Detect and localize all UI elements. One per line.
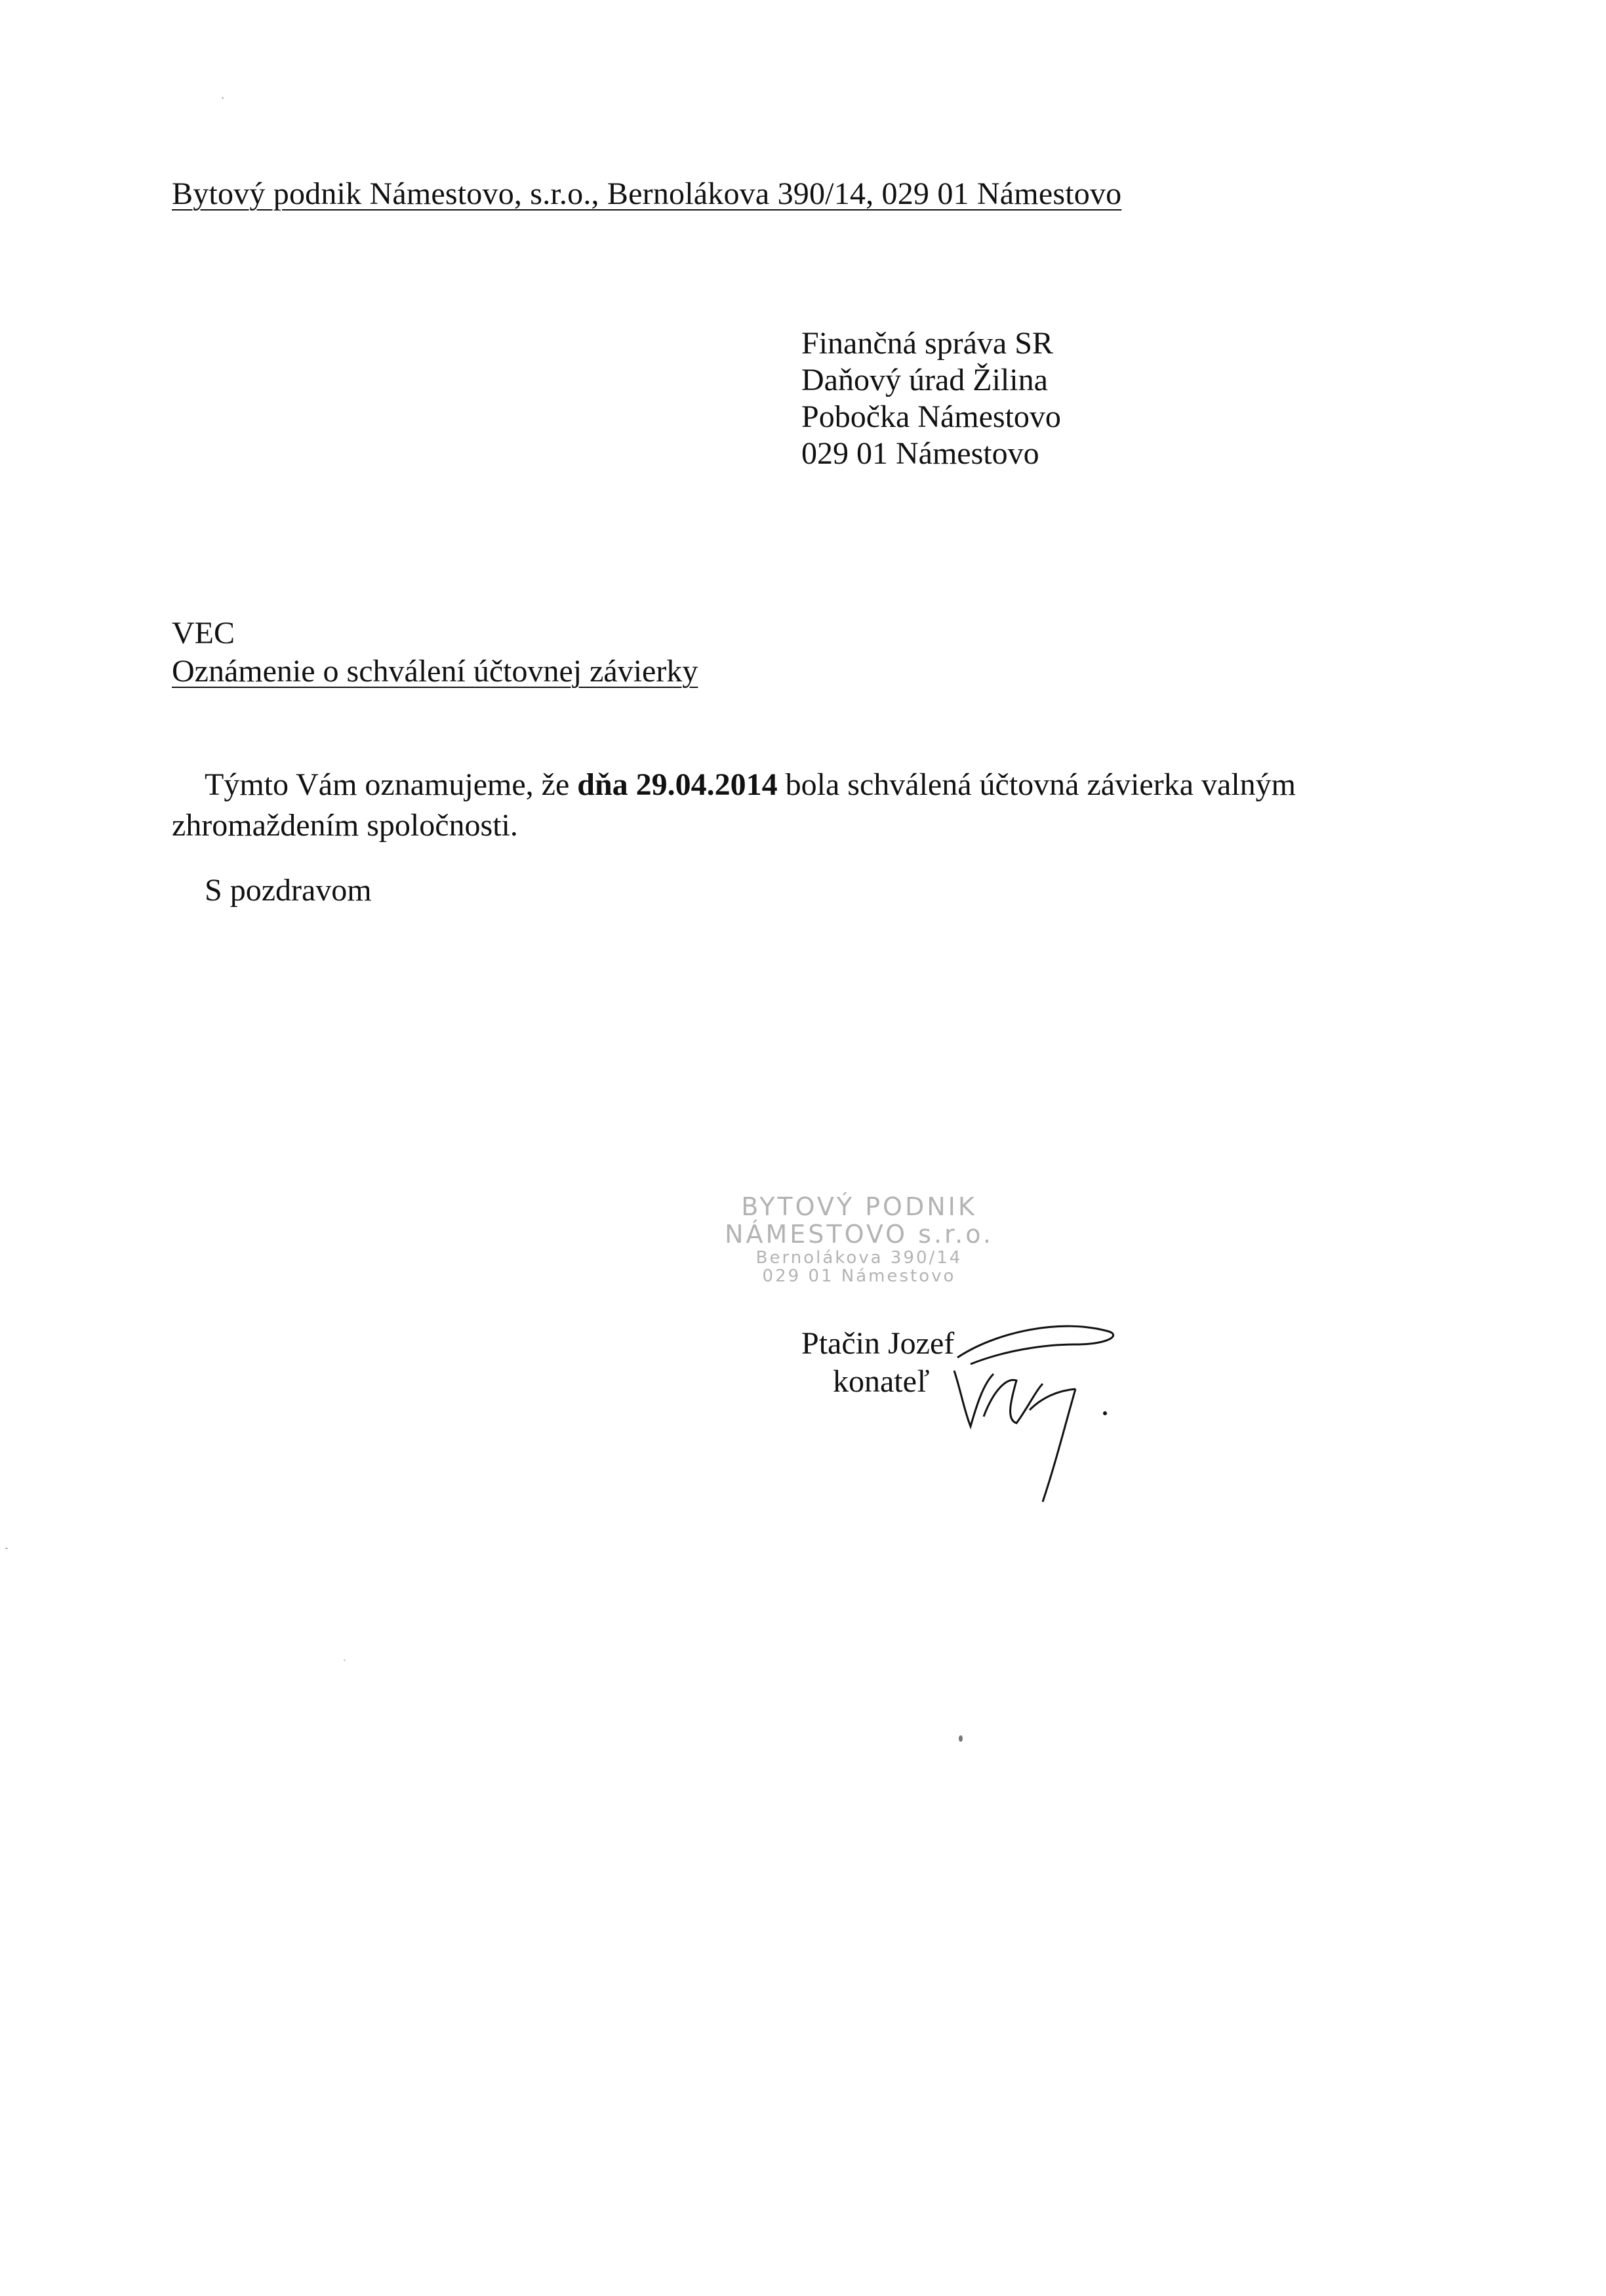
signer-role: konateľ xyxy=(833,1364,930,1399)
company-stamp xyxy=(721,1194,997,1286)
sender-address-line: Bytový podnik Námestovo, s.r.o., Bernolákova 390/14, 029 01 Námestovo xyxy=(172,176,1122,211)
body-paragraph xyxy=(172,765,1418,846)
scan-speck xyxy=(959,1735,963,1742)
body-line-2: zhromaždením spoločnosti. xyxy=(172,808,518,843)
signer-name: Ptačin Jozef xyxy=(801,1326,955,1361)
greeting: S pozdravom xyxy=(205,873,372,908)
scan-speck xyxy=(5,1548,8,1549)
stamp-line-1: BYTOVÝ PODNIK xyxy=(741,1192,977,1221)
recipient-address-block xyxy=(801,325,1061,472)
stamp-line-3: Bernolákova 390/14 xyxy=(755,1247,963,1268)
recipient-line-3: Pobočka Námestovo xyxy=(801,399,1061,434)
body-line-1 xyxy=(172,765,1418,805)
recipient-line-1: Finančná správa SR xyxy=(801,326,1053,361)
scan-speck xyxy=(344,1659,346,1661)
scan-speck xyxy=(222,97,224,99)
subject-text: Oznámenie o schválení účtovnej závierky xyxy=(172,654,698,689)
handwritten-signature-icon xyxy=(944,1312,1128,1508)
subject-label: VEC xyxy=(172,616,235,651)
signer-block xyxy=(801,1325,954,1401)
body-text-part1: Týmto Vám oznamujeme, že xyxy=(205,767,578,802)
recipient-line-4: 029 01 Námestovo xyxy=(801,436,1039,471)
body-date-bold: dňa 29.04.2014 xyxy=(577,767,778,802)
recipient-line-2: Daňový úrad Žilina xyxy=(801,363,1048,397)
body-text-part2: bola schválená účtovná závierka valným xyxy=(777,767,1296,802)
stamp-line-2: NÁMESTOVO s.r.o. xyxy=(725,1219,994,1249)
stamp-line-4: 029 01 Námestovo xyxy=(762,1266,956,1287)
